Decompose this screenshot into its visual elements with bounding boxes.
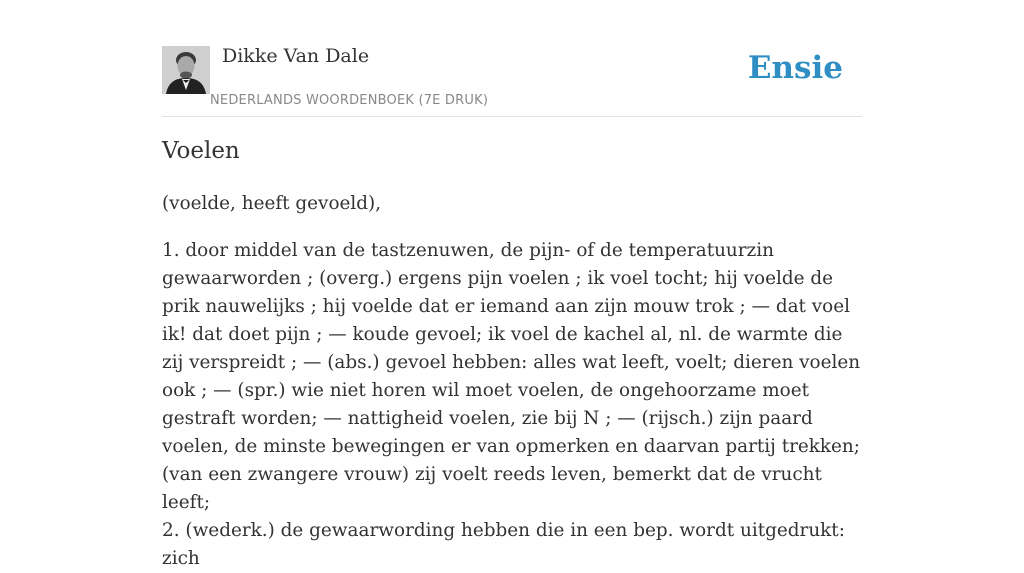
author-name[interactable]: Dikke Van Dale: [222, 45, 370, 67]
entry-content: [162, 190, 862, 573]
entry-header: [162, 40, 862, 117]
author-avatar[interactable]: [162, 46, 210, 94]
entry-sense-1: 1. door middel van de tastzenuwen, de pijn- of de temperatuurzin gewaarworden ; (overg.) ergens pijn voelen ; ik voel tocht; hij voelde de prik nauwelijks ; hij voelde dat er iemand aan zijn mouw trok ; — dat voel ik! dat doet pijn ; — koude gevoel; ik voel de kachel al, nl. de warmte die zij verspreidt ; — (abs.) gevoel hebben: alles wat leeft, voelt; dieren voelen ook ; — (spr.) wie niet horen wil moet voelen, de ongehoorzame moet gestraft worden; — nattigheid voelen, zie bij N ; — (rijsch.) zijn paard voelen, de minste bewegingen er van opmerken en daarvan partij trekken; (van een zwangere vrouw) zij voelt reeds leven, bemerkt dat de vrucht leeft;: [162, 240, 861, 513]
portrait-icon: [162, 46, 210, 94]
source-label[interactable]: NEDERLANDS WOORDENBOEK (7E DRUK): [210, 93, 489, 108]
ensie-logo[interactable]: Ensie: [747, 50, 843, 86]
entry-sense-2: 2. (wederk.) de gewaarwording hebben die in een bep. wordt uitgedrukt: zich: [162, 520, 845, 569]
entry-inflection: (voelde, heeft gevoeld),: [162, 193, 382, 214]
entry-title: Voelen: [162, 138, 240, 164]
